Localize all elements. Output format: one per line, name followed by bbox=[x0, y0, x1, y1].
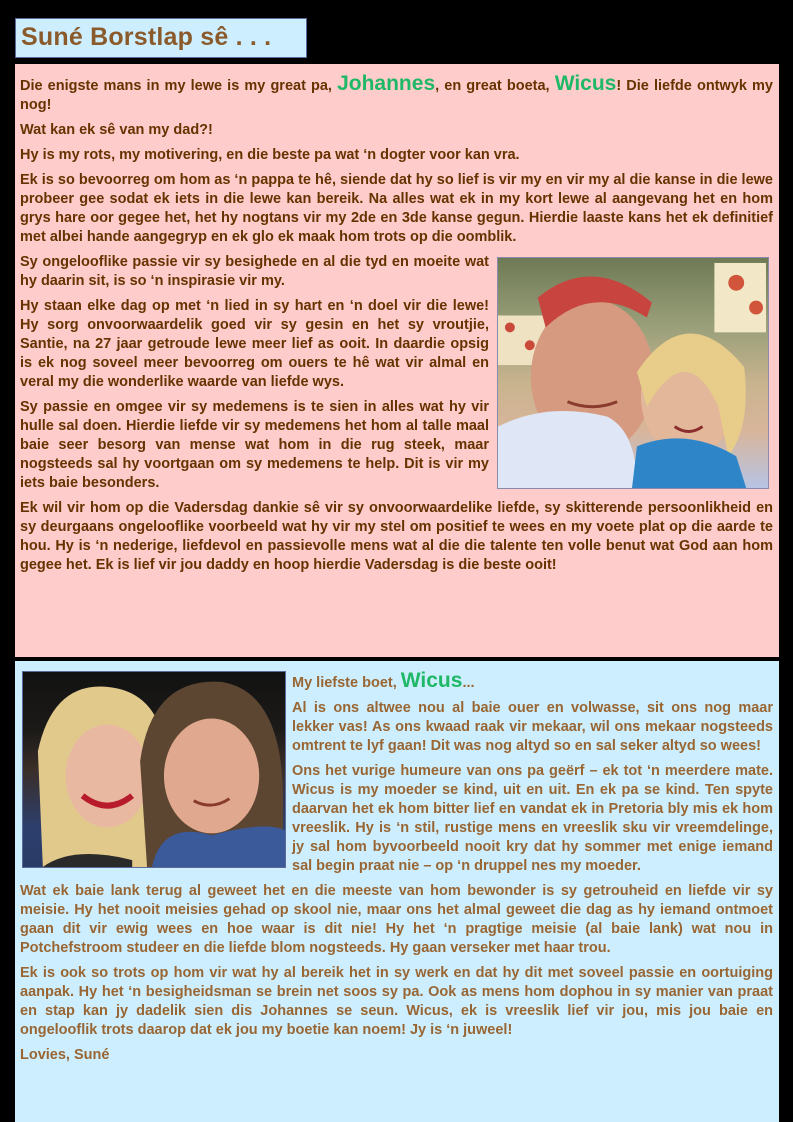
paragraph: Hy staan elke dag op met ‘n lied in sy hart en ‘n doel vir die lewe! Hy sorg onvoorwaardelik goed vir sy gesin en het sy vroutjie, Santie, na 27 jaar getroude lewe meer lief as ooit. In daardie opsig is ek nog soveel meer bevoorreg om ouers te hê wat vir almal en veral my die wonderlike waarde van liefde wys. bbox=[20, 298, 489, 390]
photo-father-daughter-icon bbox=[497, 257, 769, 489]
paragraph: Al is ons altwee nou al baie ouer en volwasse, sit ons nog maar lekker vas! As ons kwaad raak vir mekaar, wil ons mekaar nogsteeds omtrent te lyf gaan! Dit was nog altyd so en sal seker altyd so wees! bbox=[292, 700, 773, 754]
name-wicus: Wicus bbox=[400, 669, 463, 692]
paragraph: Wat kan ek sê van my dad?! bbox=[20, 122, 213, 138]
photo-illustration-icon bbox=[498, 258, 768, 488]
paragraph: Ek is so bevoorreg om hom as ‘n pappa te hê, siende dat hy so lief is vir my en vir my al die kanse in die lewe probeer gee sodat ek iets in die lewe kan bereik. Na alles wat ek in my kort lewe al aangevang het en hom grys hare oor gegee het, het hy nogtans vir my 2de en 3de kanse gegun. Hierdie laaste kans het ek definitief met albei hande aangegryp en ek glo ek maak hom trots op die oomblik. bbox=[20, 172, 773, 245]
brother-section bbox=[15, 661, 779, 1122]
intro-paragraph bbox=[20, 74, 773, 115]
paragraph: Sy passie en omgee vir sy medemens is te sien in alles wat hy vir hulle sal doen. Hierdie liefde vir sy medemens het hom al talle maal baie seer besorg van mense wat hom in die rug steek, maar nogsteeds sal hy voortgaan om sy medemens te help. Dit is vir my iets baie besonders. bbox=[20, 399, 489, 491]
page-title: Suné Borstlap sê . . . bbox=[21, 23, 272, 51]
intro-text: ! Die liefde ontwyk my nog! bbox=[20, 78, 773, 113]
paragraph: Ons het vurige humeure van ons pa geërf – ek tot ‘n meerdere mate. Wicus is my moeder se kind, uit en uit. En ek pa se kind. Ten spyte daarvan het ek hom bitter lief en vandat ek in Pretoria bly mis ek hom vreeslik. Hy is ‘n stil, rustige mens en vreeslik sku vir vreemdelinge, jy sal hom byvoorbeeld nooit kry dat hy sommer met enige iemand sal begin praat nie – op ‘n druppel nes my moeder. bbox=[292, 763, 773, 874]
paragraph: Ek is ook so trots op hom vir wat hy al bereik het in sy werk en dat hy dit met soveel passie en oortuiging aanpak. Hy het ‘n besigheidsman se brein net soos sy pa. Ook as mens hom dophou in sy manier van praat en stap kan jy dadelik sien dis Johannes se seun. Wicus, ek is vreeslik lief vir jou, mis jou baie en ongelooflik trots daarop dat ek jou my boetie kan noem! Jy is ‘n juweel! bbox=[20, 965, 773, 1038]
paragraph: Ek wil vir hom op die Vadersdag dankie sê vir sy onvoorwaardelike liefde, sy skitterende persoonlikheid en sy deurgaans ongelooflike voorbeeld wat hy vir my stel om positief te wees en my voete plat op die aarde te hou. Hy is ‘n nederige, liefdevol en passievolle mens wat al die die talente ten volle benut wat God aan hom gegee het. Ek is lief vir jou daddy en hoop hierdie Vadersdag is die beste ooit! bbox=[20, 500, 773, 573]
intro-text: Die enigste mans in my lewe is my great pa, bbox=[20, 78, 338, 94]
name-johannes: Johannes bbox=[337, 72, 436, 95]
intro-text: , en great boeta, bbox=[435, 78, 555, 94]
paragraph: Sy ongelooflike passie vir sy besighede en al die tyd en moeite wat hy daarin sit, is so ‘n inspirasie vir my. bbox=[20, 254, 489, 289]
signoff: Lovies, Suné bbox=[20, 1047, 110, 1063]
title-box bbox=[15, 18, 307, 58]
photo-sister-brother-icon bbox=[22, 671, 286, 868]
paragraph: Hy is my rots, my motivering, en die beste pa wat ‘n dogter voor kan vra. bbox=[20, 147, 520, 163]
paragraph: Wat ek baie lank terug al geweet het en die meeste van hom bewonder is sy getrouheid en liefde vir sy meisie. Hy het nooit meisies gehad op skool nie, maar ons het almal geweet die dag as hy iemand ontmoet gaan dit vir ewig wees en hoe waar is dit nie! Hy het ‘n pragtige meisie (al baie lank) wat nou in Potchefstroom studeer en die liefde blom nogsteeds. Hy gaan verseker met haar trou. bbox=[20, 883, 773, 956]
greeting-text: ... bbox=[462, 675, 475, 691]
greeting-text: My liefste boet, bbox=[292, 675, 401, 691]
name-wicus: Wicus bbox=[554, 72, 617, 95]
photo-illustration-icon bbox=[23, 672, 285, 867]
dad-section bbox=[15, 64, 779, 657]
